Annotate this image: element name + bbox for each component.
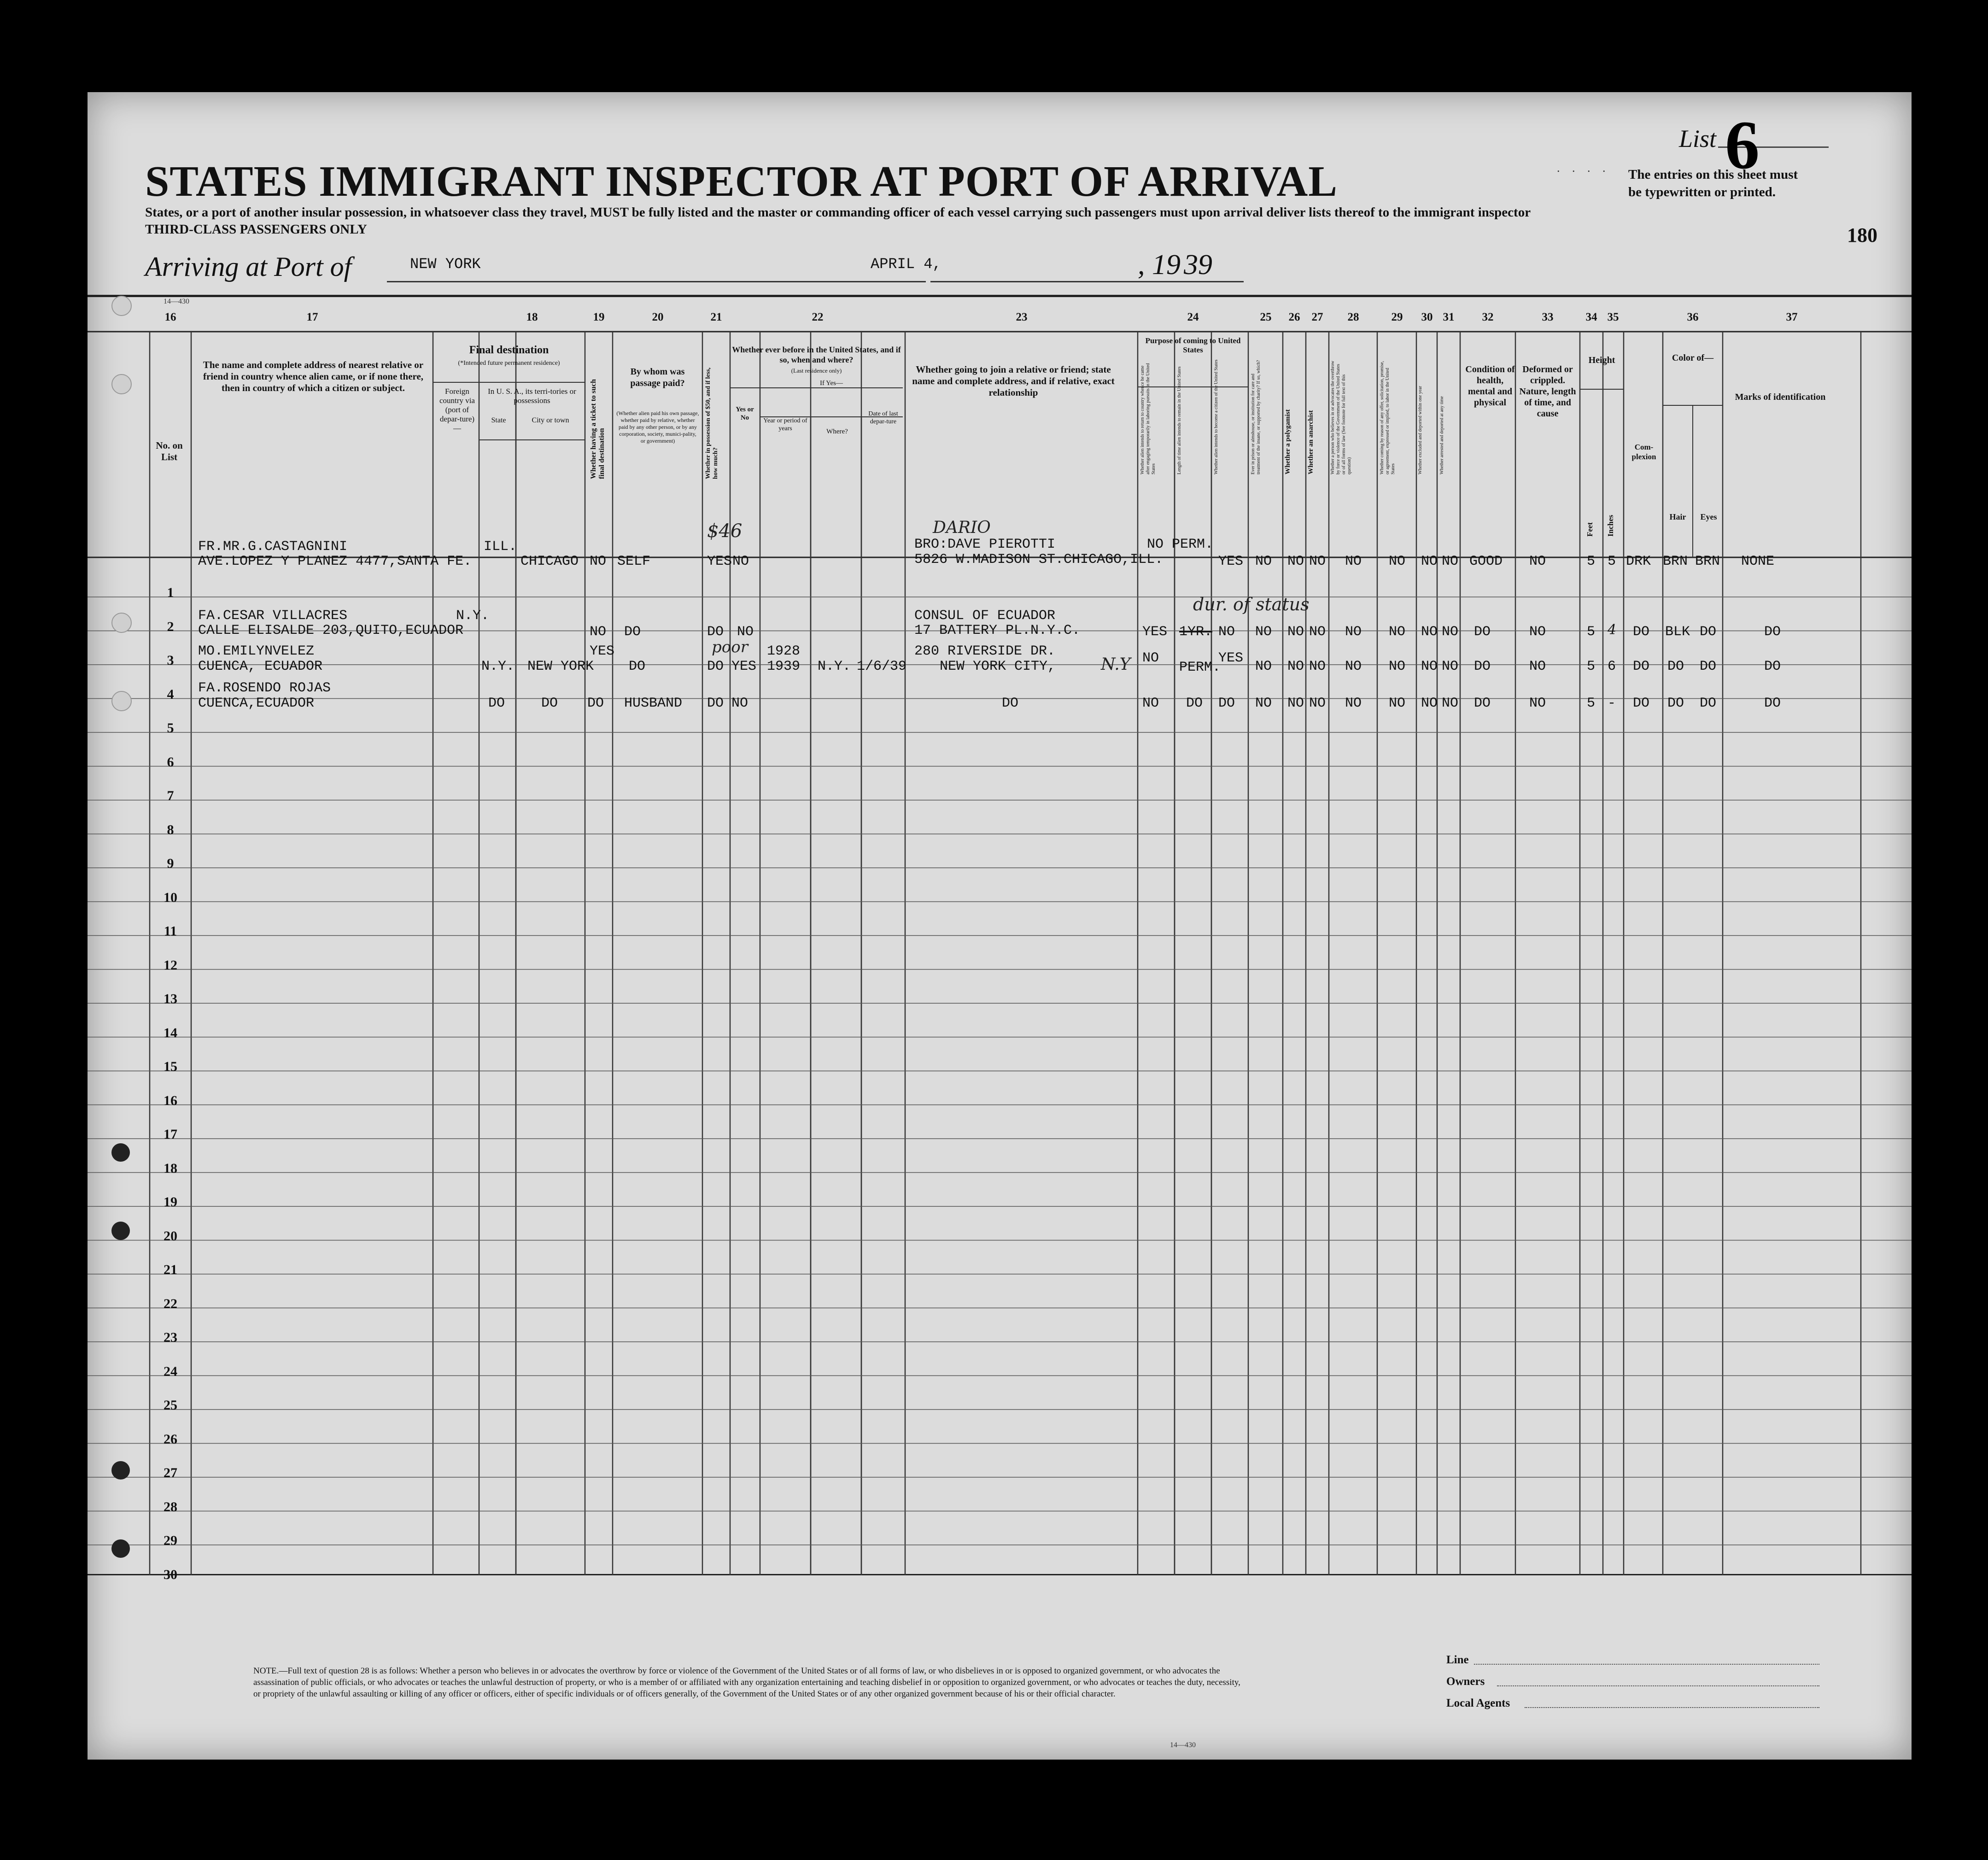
r6-paid: HUSBAND: [624, 696, 683, 711]
r6-state: DO: [488, 696, 505, 711]
r6-citizen: DO: [1218, 696, 1235, 711]
binder-hole: [111, 296, 132, 316]
hdr-c24-c: Whether alien intends to become a citizen of the United States: [1214, 359, 1219, 474]
row-number: 9: [167, 856, 174, 871]
r5-city: NEW YORK: [527, 659, 594, 674]
r2-citizen: YES: [1218, 554, 1244, 569]
form-code: 14—430: [164, 298, 189, 305]
column-number: 33: [1542, 311, 1554, 323]
column-number: 18: [526, 311, 538, 323]
r2-complexion: DRK: [1626, 554, 1651, 569]
column-number: 16: [164, 311, 176, 323]
r4-c28: NO: [1345, 624, 1362, 640]
page-title: STATES IMMIGRANT INSPECTOR AT PORT OF ARRIVAL: [145, 158, 1338, 205]
r2-c30: NO: [1421, 554, 1438, 569]
r4-c30: NO: [1421, 624, 1438, 640]
r6-marks: DO: [1764, 696, 1781, 711]
column-number: 34: [1585, 311, 1597, 323]
row-number: 16: [164, 1093, 177, 1108]
column-number: 26: [1288, 311, 1300, 323]
column-number: 23: [1016, 311, 1028, 323]
hdr-c30: Whether excluded and deported within one year: [1418, 386, 1423, 474]
row-number: 24: [164, 1363, 177, 1379]
binder-hole: [111, 613, 132, 633]
r6-health: DO: [1474, 696, 1491, 711]
r4-c27: NO: [1309, 624, 1326, 640]
r5-year2: 1939: [767, 659, 801, 674]
r4-money: DO: [707, 624, 724, 640]
r2-c28: NO: [1345, 554, 1362, 569]
r4-eyes: DO: [1700, 624, 1717, 640]
date-value: APRIL 4,: [871, 256, 941, 273]
r6-c30: NO: [1421, 696, 1438, 711]
r5-length: PERM.: [1179, 660, 1221, 675]
binder-hole: [111, 1539, 130, 1558]
list-label: List: [1679, 125, 1717, 152]
r6-c29: NO: [1389, 696, 1406, 711]
r4-marks: DO: [1764, 624, 1781, 640]
r2-relative-line2: AVE.LOPEZ Y PLANEZ 4477,SANTA FE.: [198, 554, 472, 569]
hdr-c18-title: Final destination: [469, 344, 549, 356]
r6-deformed: NO: [1529, 696, 1546, 711]
r2-hair: BRN: [1663, 554, 1688, 569]
r5-where: N.Y.: [818, 659, 851, 674]
r5-marks: DO: [1764, 659, 1781, 674]
r4-deformed: NO: [1529, 624, 1546, 640]
hdr-c18-state: State: [491, 416, 506, 424]
row-number: 18: [164, 1160, 177, 1176]
hdr-c37: Marks of identification: [1735, 392, 1826, 402]
row-number: 5: [167, 720, 174, 736]
r4-join-line1: CONSUL OF ECUADOR: [914, 608, 1056, 624]
r5-c26: NO: [1287, 659, 1304, 674]
hdr-c35: Com-plexion: [1631, 443, 1656, 461]
hdr-c22-sub: (Last residence only): [791, 367, 842, 374]
r5-c30: NO: [1421, 659, 1438, 674]
hdr-c25: Ever in prison or almshouse, or institution for care and treatment of the insane, or supported by charity? If so, which?: [1251, 360, 1261, 474]
r2-c27: NO: [1309, 554, 1326, 569]
row-number: 26: [164, 1431, 177, 1447]
r2-money-hand: $46: [707, 521, 743, 542]
r4-ticket: NO: [590, 624, 607, 640]
row-number: 29: [164, 1533, 177, 1548]
row-number: 1: [167, 585, 174, 600]
hdr-c31: Whether arrested and deported at any time: [1439, 396, 1444, 474]
hdr-c18-sub: (*Intended future permanent residence): [458, 360, 560, 367]
r6-c31: NO: [1442, 696, 1459, 711]
column-number: 37: [1786, 311, 1798, 323]
footnote: NOTE.—Full text of question 28 is as follows: Whether a person who believes in or advocates the overthrow by force or violence of the Government of the United States or of all forms of law, or who disbelieves in or is opposed to organized government, or who advocates the assassination of public officials, or who advocates or teaches the unlawful destruction of property, or who is a member of or affiliated with any organization entertaining and teaching disbelief in or opposition to organized government, or who advocates or teaches the duty, necessity, or propriety of the unlawful assaulting or killing of any officer or officers, either of specific individuals or of officers generally, of the Government of the United States or of any other organized government because of his or their official character.: [253, 1666, 1240, 1699]
r2-c25: NO: [1255, 554, 1272, 569]
row-number: 22: [164, 1296, 177, 1311]
hdr-c22-date: Date of last depar-ture: [868, 410, 898, 425]
r6-c27: NO: [1309, 696, 1326, 711]
entries-note-line-2: be typewritten or printed.: [1628, 185, 1776, 199]
manifest-grid: [88, 295, 1912, 1575]
binder-hole: [111, 1143, 130, 1162]
r4-inches: 4: [1608, 622, 1617, 638]
hdr-c36-eyes: Eyes: [1700, 512, 1717, 521]
column-number: 22: [812, 311, 824, 323]
r6-before: NO: [731, 696, 748, 711]
r5-c28: NO: [1345, 659, 1362, 674]
r4-length: 1YR.: [1179, 624, 1213, 640]
r5-hair: DO: [1667, 659, 1684, 674]
row-number: 10: [164, 889, 177, 905]
r4-relative-line1: FA.CESAR VILLACRES: [198, 608, 348, 624]
row-number: 19: [164, 1194, 177, 1210]
manifest-sheet: [88, 92, 1912, 1760]
row-number: 28: [164, 1499, 177, 1515]
r2-relative-line1: FR.MR.G.CASTAGNINI: [198, 539, 348, 555]
r2-paid: SELF: [617, 554, 651, 569]
port-value: NEW YORK: [410, 256, 481, 273]
binder-hole: [111, 374, 132, 394]
r2-c31: NO: [1442, 554, 1459, 569]
r5-complexion: DO: [1633, 659, 1650, 674]
r6-inches: -: [1608, 696, 1616, 711]
column-number: 29: [1391, 311, 1403, 323]
hdr-c19: Whether having a ticket to such final destination: [590, 379, 606, 479]
hdr-c21: Whether in possession of $50, and if less, how much?: [705, 367, 719, 479]
hdr-c20-title: By whom was passage paid?: [630, 367, 685, 388]
column-number: 21: [710, 311, 722, 323]
r5-state: N.Y.: [481, 659, 515, 674]
r4-purpose: YES: [1142, 624, 1168, 640]
r5-before: YES: [731, 659, 757, 674]
row-number: 21: [164, 1262, 177, 1277]
r2-before: NO: [732, 554, 749, 569]
r4-c31: NO: [1442, 624, 1459, 640]
hdr-c36-title: Color of—: [1672, 353, 1714, 363]
r4-hand-note: dur. of status: [1193, 594, 1310, 614]
dots: . . . .: [1557, 161, 1610, 175]
hdr-c22-title: Whether ever before in the United States, and if so, when and where?: [732, 345, 901, 364]
hdr-c23: Whether going to join a relative or friend; state name and complete address, and if relative, exact relationship: [912, 364, 1115, 398]
year-suffix: 39: [1184, 249, 1212, 281]
class-line: THIRD-CLASS PASSENGERS ONLY: [145, 222, 367, 237]
column-number: 20: [652, 311, 664, 323]
row-number: 20: [164, 1228, 177, 1244]
row-number: 30: [164, 1567, 177, 1582]
row-number: 27: [164, 1465, 177, 1480]
r4-health: DO: [1474, 624, 1491, 640]
row-number: 12: [164, 957, 177, 973]
hdr-c24-title: Purpose of coming to United States: [1145, 336, 1241, 354]
r4-join-line2: 17 BATTERY PL.N.Y.C.: [914, 623, 1081, 638]
r4-citizen: NO: [1218, 624, 1235, 640]
r4-c29: NO: [1389, 624, 1406, 640]
hdr-c22-yesno: Yes or No: [736, 406, 754, 421]
column-number: 24: [1187, 311, 1199, 323]
r5-date: 1/6/39: [857, 659, 907, 674]
r4-hair: BLK: [1665, 624, 1690, 640]
r5-health: DO: [1474, 659, 1491, 674]
r6-hair: DO: [1667, 696, 1684, 711]
r6-complexion: DO: [1633, 696, 1650, 711]
column-number: 19: [593, 311, 605, 323]
hdr-c34-inches: Inches: [1606, 515, 1615, 537]
r4-before: NO: [737, 624, 754, 640]
footer-form-code: 14—430: [1170, 1741, 1196, 1749]
column-number: 25: [1260, 311, 1272, 323]
r6-ticket: DO: [587, 696, 604, 711]
row-number: 4: [167, 686, 174, 702]
r2-c29: NO: [1389, 554, 1406, 569]
r6-city: DO: [541, 696, 558, 711]
column-number: 31: [1443, 311, 1455, 323]
hdr-c32: Condition of health, mental and physical: [1465, 364, 1515, 408]
hdr-no-on-list: No. on List: [156, 440, 183, 462]
r4-state: N.Y.: [456, 608, 490, 624]
r5-inches: 6: [1608, 659, 1616, 674]
r5-join-line1: 280 RIVERSIDE DR.: [914, 643, 1056, 659]
r5-money-hand: poor: [712, 638, 748, 656]
r5-join-hand: N.Y: [1101, 655, 1131, 674]
r2-join-line2: 5826 W.MADISON ST.CHICAGO,ILL.: [914, 552, 1164, 567]
column-number: 35: [1607, 311, 1619, 323]
hdr-c24-b: Length of time alien intends to remain in the United States: [1177, 366, 1182, 474]
port-underline: [387, 281, 926, 282]
r2-inches: 5: [1608, 554, 1616, 569]
owners-underline: [1497, 1685, 1819, 1686]
r5-paid: DO: [629, 659, 646, 674]
row-number: 11: [164, 924, 177, 939]
row-number: 15: [164, 1059, 177, 1074]
r4-feet: 5: [1587, 624, 1596, 640]
hdr-c22-year: Year or period of years: [763, 417, 807, 432]
line-label: Line: [1446, 1654, 1469, 1666]
row-number: 2: [167, 619, 174, 634]
hdr-c20-note: (Whether alien paid his own passage, whether paid by relative, whether paid by any other person, or by any corporation, society, munici-pality, or government): [616, 410, 699, 444]
r2-c26: NO: [1287, 554, 1304, 569]
arriving-label: Arriving at Port of: [145, 252, 352, 282]
r2-join-line1: BRO:DAVE PIEROTTI: [914, 537, 1056, 552]
r4-c26: NO: [1287, 624, 1304, 640]
r5-money: DO: [707, 659, 724, 674]
r5-c27: NO: [1309, 659, 1326, 674]
hdr-c22-where: Where?: [826, 428, 848, 435]
r2-state: ILL.: [484, 539, 517, 555]
owners-label: Owners: [1446, 1675, 1485, 1688]
binder-hole: [111, 1222, 130, 1240]
entries-note-line-1: The entries on this sheet must: [1628, 167, 1798, 182]
r6-relative-line2: CUENCA,ECUADOR: [198, 696, 315, 711]
r5-feet: 5: [1587, 659, 1596, 674]
r6-relative-line1: FA.ROSENDO ROJAS: [198, 680, 331, 696]
hdr-c28: Whether a person who believes in or advocates the overthrow by force or violence of the Government of the United States or of all forms of law (See footnote for full text of this question): [1330, 361, 1352, 474]
hdr-c36-hair: Hair: [1669, 512, 1686, 521]
column-number: 32: [1482, 311, 1494, 323]
row-number: 6: [167, 754, 174, 770]
hdr-c33: Deformed or crippled. Nature, length of time, and cause: [1519, 364, 1576, 419]
r5-ticket: YES: [590, 643, 615, 659]
row-number: 23: [164, 1330, 177, 1345]
r5-purpose: NO: [1142, 650, 1159, 666]
hdr-c17: The name and complete address of nearest relative or friend in country whence alien came, or if none there, then in country of which a citizen or subject.: [203, 359, 424, 393]
line-underline: [1474, 1664, 1819, 1665]
row-number: 17: [164, 1127, 177, 1142]
column-number: 36: [1687, 311, 1699, 323]
hdr-c34-title: Height: [1588, 355, 1615, 365]
r6-length: DO: [1186, 696, 1203, 711]
r5-citizen: YES: [1218, 650, 1244, 666]
r4-relative-line2: CALLE ELISALDE 203,QUITO,ECUADOR: [198, 623, 464, 638]
r2-eyes: BRN: [1695, 554, 1720, 569]
hdr-c27: Whether an anarchist: [1307, 410, 1315, 474]
row-number: 8: [167, 822, 174, 837]
agents-label: Local Agents: [1446, 1697, 1510, 1709]
hdr-c24-a: Whether alien intends to return to country whence he came after engaging temporarily in laboring pursuits in the United States: [1140, 363, 1156, 474]
r6-c28: NO: [1345, 696, 1362, 711]
r6-c26: NO: [1287, 696, 1304, 711]
r2-purpose: NO PERM.: [1147, 537, 1214, 552]
hdr-c18-foreign: Foreign country via (port of depar-ture)—: [439, 387, 475, 433]
r6-c25: NO: [1255, 696, 1272, 711]
row-number: 3: [167, 653, 174, 668]
r2-city: CHICAGO: [520, 554, 579, 569]
r2-money: YES: [707, 554, 732, 569]
binder-hole: [111, 691, 132, 711]
r6-join: DO: [1002, 696, 1019, 711]
r2-health: GOOD: [1469, 554, 1503, 569]
r6-feet: 5: [1587, 696, 1596, 711]
r2-deformed: NO: [1529, 554, 1546, 569]
r2-join-hand: DARIO: [933, 518, 991, 537]
r2-marks: NONE: [1741, 554, 1775, 569]
r6-eyes: DO: [1700, 696, 1717, 711]
hdr-c18-city: City or town: [532, 416, 569, 424]
sheet-number: 180: [1847, 224, 1877, 246]
r6-purpose: NO: [1142, 696, 1159, 711]
row-number: 25: [164, 1398, 177, 1413]
r5-eyes: DO: [1700, 659, 1717, 674]
hdr-c18-usa: In U. S. A., its terri-tories or possessions: [488, 387, 576, 405]
hdr-c22-ifyes: If Yes—: [819, 380, 843, 387]
year-prefix: , 19: [1138, 249, 1181, 281]
column-number: 30: [1421, 311, 1433, 323]
r2-ticket: NO: [590, 554, 607, 569]
row-number: 14: [164, 1025, 177, 1041]
r5-c29: NO: [1389, 659, 1406, 674]
column-number: 27: [1311, 311, 1323, 323]
r4-complexion: DO: [1633, 624, 1650, 640]
r5-relative-line1: MO.EMILYNVELEZ: [198, 643, 315, 659]
hdr-c34-feet: Feet: [1585, 522, 1594, 537]
row-number: 7: [167, 788, 174, 803]
binder-hole: [111, 1461, 130, 1480]
hdr-c29: Whether coming by reason of any offer, solicitation, promise, or agreement, expressed or implied, to labor in the United States: [1380, 361, 1396, 474]
r5-c25: NO: [1255, 659, 1272, 674]
r6-money: DO: [707, 696, 724, 711]
r5-c31: NO: [1442, 659, 1459, 674]
r5-deformed: NO: [1529, 659, 1546, 674]
r4-c25: NO: [1255, 624, 1272, 640]
hdr-c26: Whether a polygamist: [1284, 409, 1292, 474]
r2-feet: 5: [1587, 554, 1596, 569]
r5-join-line2: NEW YORK CITY,: [940, 659, 1056, 674]
r5-relative-line2: CUENCA, ECUADOR: [198, 659, 323, 674]
subtitle: States, or a port of another insular possession, in whatsoever class they travel, MUST be fully listed and the master or commanding officer of each vessel carrying such passengers must upon arrival deliver lists thereof to the immigrant inspector: [145, 205, 1531, 220]
agents-underline: [1525, 1707, 1819, 1708]
row-number: 13: [164, 991, 177, 1006]
r5-year1: 1928: [767, 643, 801, 659]
column-number: 17: [306, 311, 318, 323]
r4-paid: DO: [624, 624, 641, 640]
entries-note: [1628, 166, 1798, 201]
column-number: 28: [1347, 311, 1359, 323]
list-number: 6: [1725, 107, 1760, 183]
